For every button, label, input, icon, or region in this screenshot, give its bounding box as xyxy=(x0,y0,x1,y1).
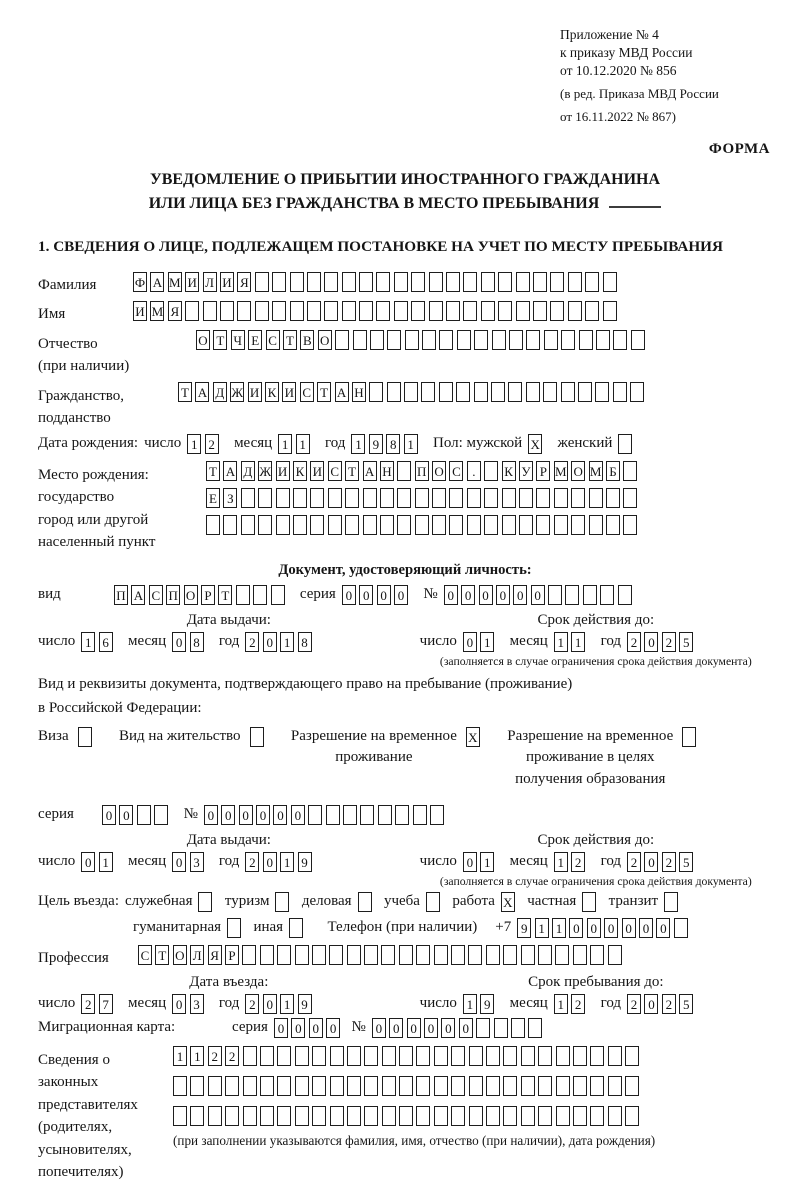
sex-female-checkbox xyxy=(618,434,635,454)
residence-valid-day-cells: 0 1 xyxy=(463,852,498,872)
entry-month-cells: 0 3 xyxy=(172,994,207,1014)
temp-residence-education-label: Разрешение на временное проживание в целях получения образования xyxy=(507,727,674,788)
birth-year-cells: 1 9 8 1 xyxy=(351,434,421,454)
field-surname xyxy=(38,272,772,297)
identity-valid-heading: Срок действия до: xyxy=(537,611,655,628)
purpose-tourism: туризм xyxy=(225,892,293,912)
surname-label: Фамилия xyxy=(38,277,97,294)
residence-number-cells: 0 0 0 0 0 0 xyxy=(204,805,447,825)
residence-permit-options xyxy=(38,726,772,791)
form-title xyxy=(38,168,772,216)
header-line-edition: (в ред. Приказа МВД России xyxy=(560,86,719,102)
visit-purpose-row1 xyxy=(38,892,772,912)
field-patronymic xyxy=(38,330,772,378)
identity-issue-month-cells: 0 8 xyxy=(172,632,207,652)
sex-male-label: Пол: мужской xyxy=(433,435,523,452)
form-title-line1: УВЕДОМЛЕНИЕ О ПРИБЫТИИ ИНОСТРАННОГО ГРАЖДАНИНА xyxy=(149,171,661,189)
stay-until-heading: Срок пребывания до: xyxy=(528,973,664,990)
birth-place-rows xyxy=(206,461,641,542)
visit-purpose-row2 xyxy=(133,918,772,938)
stay-year-cells: 2 0 2 5 xyxy=(627,994,697,1014)
migration-card-row xyxy=(38,1018,772,1038)
form-title-line2: ИЛИ ЛИЦА БЕЗ ГРАЖДАНСТВА В МЕСТО ПРЕБЫВАНИЯ xyxy=(38,192,772,216)
field-birth-date xyxy=(38,434,772,454)
purpose-work-checkbox: X xyxy=(501,892,518,912)
identity-doc-row xyxy=(38,585,772,605)
patronymic-cells: О Т Ч Е С Т В О xyxy=(196,330,648,350)
birth-place-row3-cells xyxy=(206,515,641,535)
form-header-block xyxy=(560,26,772,125)
identity-issue-day-cells: 1 6 xyxy=(81,632,116,652)
identity-number-label: № xyxy=(423,586,438,603)
option-temp-residence xyxy=(291,726,483,770)
option-temp-residence-education xyxy=(507,726,699,791)
phone-label: Телефон (при наличии) xyxy=(327,919,478,936)
citizenship-cells: Т А Д Ж И К И С Т А Н xyxy=(178,382,648,402)
birth-place-row1-cells: Т А Д Ж И К И С Т А Н П О С . К У Р М О М Б xyxy=(206,461,641,481)
identity-valid-month-cells: 1 1 xyxy=(554,632,589,652)
citizenship-sublabel: подданство xyxy=(38,410,111,427)
residence-valid-month-cells: 1 2 xyxy=(554,852,589,872)
entry-date-block: Дата въезда: число 2 7 месяц 0 3 год 2 0 1 9 xyxy=(38,974,420,1014)
residence-doc-intro1: Вид и реквизиты документа, подтверждающего право на пребывание (проживание) xyxy=(38,675,573,692)
field-representatives xyxy=(38,1046,772,1184)
residence-number-label: № xyxy=(183,806,198,823)
residence-series-label: серия xyxy=(38,806,74,823)
purpose-transit: транзит xyxy=(609,892,682,912)
purpose-official: служебная xyxy=(125,892,216,912)
residence-issue-block: Дата выдачи: число 0 1 месяц 0 3 год 2 0 1 9 xyxy=(38,832,420,888)
phone-cells: 9 1 1 0 0 0 0 0 0 xyxy=(517,918,691,938)
profession-label: Профессия xyxy=(38,949,109,966)
purpose-tourism-checkbox xyxy=(275,892,292,912)
identity-number-cells: 0 0 0 0 0 0 xyxy=(444,585,635,605)
firstname-cells: И М Я xyxy=(133,301,620,321)
identity-doc-dates xyxy=(38,612,772,668)
phone-prefix: +7 xyxy=(495,919,512,936)
surname-cells: Ф А М И Л И Я xyxy=(133,272,620,292)
sex-male-checkbox: X xyxy=(528,434,545,454)
residence-permit-checkbox xyxy=(250,727,267,747)
residence-valid-block: Срок действия до: число 0 1 месяц 1 2 год 2 0 2 5 (заполняется в случае ограничения срока действия документа) xyxy=(420,832,772,888)
residence-issue-year-cells: 2 0 1 9 xyxy=(245,852,315,872)
residence-issue-heading: Дата выдачи: xyxy=(186,831,271,848)
migration-card-label: Миграционная карта: xyxy=(38,1019,176,1036)
identity-series-label: серия xyxy=(299,586,336,603)
visa-label: Виза xyxy=(38,727,69,744)
identity-issue-year-cells: 2 0 1 8 xyxy=(245,632,315,652)
identity-doc-heading: Документ, удостоверяющий личность: xyxy=(278,561,532,578)
birth-place-label: Место рождения: государство город или другой населенный пункт xyxy=(38,466,156,551)
residence-valid-heading: Срок действия до: xyxy=(537,831,655,848)
migration-series-label: серия xyxy=(232,1019,268,1036)
identity-issue-heading: Дата выдачи: xyxy=(186,611,271,628)
visit-purpose-label: Цель въезда: xyxy=(38,893,119,910)
representatives-row3-cells xyxy=(173,1106,655,1126)
stay-day-cells: 1 9 xyxy=(463,994,498,1014)
entry-year-cells: 2 0 1 9 xyxy=(245,994,315,1014)
patronymic-label: Отчество (при наличии) xyxy=(38,330,196,378)
birth-day-cells: 1 2 xyxy=(187,434,222,454)
birth-place-row2-cells: Е З xyxy=(206,488,641,508)
field-citizenship xyxy=(38,382,772,430)
field-birth-place xyxy=(38,461,772,554)
entry-dates xyxy=(38,974,772,1014)
field-firstname xyxy=(38,301,772,326)
birth-date-label: Дата рождения: xyxy=(38,435,139,452)
identity-kind-label: вид xyxy=(38,586,61,603)
residence-issue-day-cells: 0 1 xyxy=(81,852,116,872)
residence-issue-month-cells: 0 3 xyxy=(172,852,207,872)
option-visa xyxy=(38,726,95,748)
header-line-appendix: Приложение № 4 xyxy=(560,27,659,42)
visa-checkbox xyxy=(78,727,95,747)
entry-date-heading: Дата въезда: xyxy=(189,973,269,990)
representatives-rows xyxy=(173,1046,655,1184)
identity-valid-day-cells: 0 1 xyxy=(463,632,498,652)
residence-permit-label: Вид на жительство xyxy=(119,727,241,744)
purpose-private-checkbox xyxy=(582,892,599,912)
purpose-humanitarian: гуманитарная xyxy=(133,918,244,938)
purpose-business-checkbox xyxy=(358,892,375,912)
field-profession xyxy=(38,945,772,970)
temp-residence-education-checkbox xyxy=(682,727,699,747)
identity-valid-year-cells: 2 0 2 5 xyxy=(627,632,697,652)
identity-issue-block: Дата выдачи: число 1 6 месяц 0 8 год 2 0 1 8 xyxy=(38,612,420,668)
purpose-study-checkbox xyxy=(426,892,443,912)
identity-kind-cells: П А С П О Р Т xyxy=(114,585,288,605)
patronymic-sublabel: (при наличии) xyxy=(38,358,130,375)
birth-month-label: месяц xyxy=(234,435,273,452)
birth-day-label: число xyxy=(144,435,182,452)
migration-number-label: № xyxy=(351,1019,366,1036)
entry-day-cells: 2 7 xyxy=(81,994,116,1014)
temp-residence-checkbox: X xyxy=(466,727,483,747)
purpose-work: работа X xyxy=(452,892,518,912)
temp-residence-label: Разрешение на временное проживание xyxy=(290,727,457,766)
identity-series-cells: 0 0 0 0 xyxy=(342,585,412,605)
purpose-other: иная xyxy=(253,918,306,938)
representatives-row1-cells: 1 1 2 2 xyxy=(173,1046,655,1066)
firstname-label: Имя xyxy=(38,305,66,322)
profession-cells: С Т О Л Я Р xyxy=(138,945,625,965)
identity-valid-note: (заполняется в случае ограничения срока действия документа) xyxy=(439,654,752,668)
residence-valid-year-cells: 2 0 2 5 xyxy=(627,852,697,872)
birth-month-cells: 1 1 xyxy=(278,434,313,454)
representatives-label: Сведения о законных представителях (родителях, усыновителях, попечителях) xyxy=(38,1051,138,1181)
purpose-business: деловая xyxy=(302,892,375,912)
representatives-note: (при заполнении указываются фамилия, имя, отчество (при наличии), дата рождения) xyxy=(173,1132,656,1148)
purpose-study: учеба xyxy=(384,892,443,912)
purpose-private: частная xyxy=(527,892,599,912)
purpose-other-checkbox xyxy=(289,918,306,938)
citizenship-label: Гражданство, подданство xyxy=(38,382,178,430)
residence-series-cells: 0 0 xyxy=(102,805,172,825)
header-line-order: к приказу МВД России xyxy=(560,45,693,61)
residence-doc-dates xyxy=(38,832,772,888)
purpose-transit-checkbox xyxy=(664,892,681,912)
purpose-official-checkbox xyxy=(198,892,215,912)
migration-series-cells: 0 0 0 0 xyxy=(274,1018,344,1038)
residence-doc-series-row xyxy=(38,805,772,825)
migration-number-cells: 0 0 0 0 0 0 xyxy=(372,1018,546,1038)
header-line-edition-date: от 16.11.2022 № 867) xyxy=(560,108,677,124)
forma-label: ФОРМА xyxy=(708,141,770,158)
birth-year-label: год xyxy=(324,435,346,452)
stay-until-block: Срок пребывания до: число 1 9 месяц 1 2 год 2 0 2 5 xyxy=(420,974,772,1014)
sex-female-label: женский xyxy=(557,435,613,452)
option-residence-permit xyxy=(119,726,267,748)
representatives-row2-cells xyxy=(173,1076,655,1096)
purpose-humanitarian-checkbox xyxy=(227,918,244,938)
stay-month-cells: 1 2 xyxy=(554,994,589,1014)
residence-doc-intro2: в Российской Федерации: xyxy=(38,699,202,716)
section1-heading: 1. СВЕДЕНИЯ О ЛИЦЕ, ПОДЛЕЖАЩЕМ ПОСТАНОВКЕ НА УЧЕТ ПО МЕСТУ ПРЕБЫВАНИЯ xyxy=(38,238,723,256)
header-line-date: от 10.12.2020 № 856 xyxy=(560,63,677,79)
title-blank-line xyxy=(609,195,661,208)
identity-valid-block: Срок действия до: число 0 1 месяц 1 1 год 2 0 2 5 (заполняется в случае ограничения срока действия документа) xyxy=(420,612,772,668)
residence-valid-note: (заполняется в случае ограничения срока действия документа) xyxy=(439,874,752,888)
